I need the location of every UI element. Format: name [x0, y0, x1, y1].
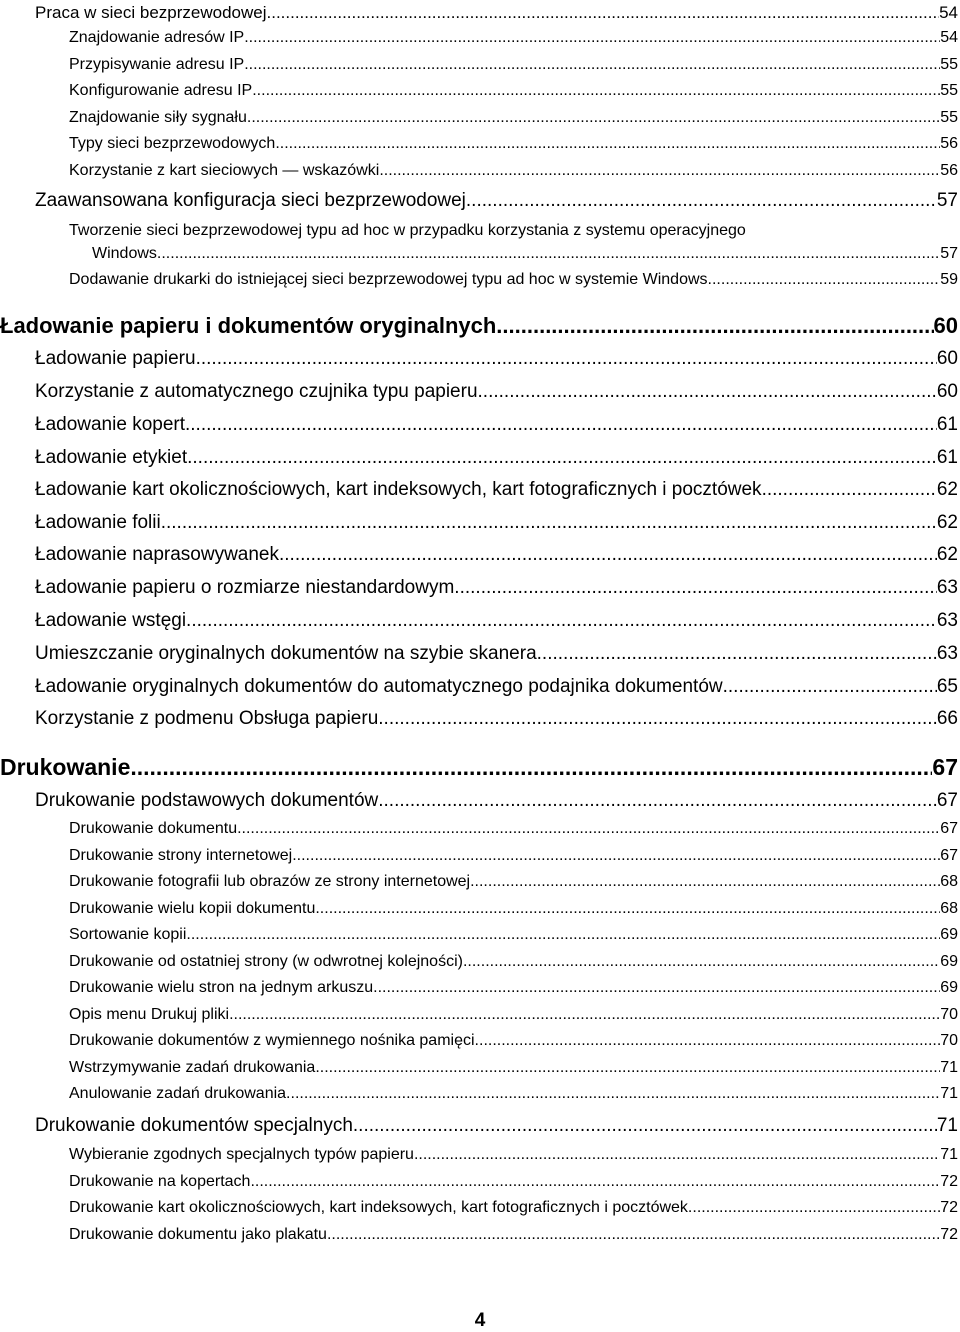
toc-entry-page: 71: [940, 1085, 958, 1102]
toc-entry-title: Drukowanie na kopertach: [69, 1173, 251, 1190]
toc-entry-title: Drukowanie strony internetowej: [69, 847, 293, 864]
toc-entry[interactable]: [35, 790, 958, 812]
toc-entry-title: Korzystanie z kart sieciowych — wskazówki: [69, 162, 380, 179]
toc-entry-page: 59: [940, 271, 958, 288]
toc-leader: [292, 847, 940, 865]
toc-entry-page: 72: [940, 1226, 958, 1243]
toc-leader: [267, 3, 940, 23]
toc-entry[interactable]: [69, 82, 958, 100]
toc-entry-title: Tworzenie sieci bezprzewodowej typu ad hoc w przypadku korzystania z systemu operacyjnego: [69, 222, 746, 239]
toc-entry[interactable]: [69, 135, 958, 153]
toc-leader: [470, 873, 940, 891]
toc-leader: [286, 1085, 940, 1103]
toc-entry-title: Ładowanie etykiet: [35, 447, 188, 468]
toc-entry[interactable]: [35, 3, 958, 23]
toc-entry[interactable]: [69, 271, 958, 289]
toc-entry[interactable]: [69, 162, 958, 180]
toc-leader: [378, 708, 937, 730]
toc-entry-title: Znajdowanie adresów IP: [69, 29, 245, 46]
toc-leader: [247, 109, 940, 127]
toc-entry-title: Drukowanie wielu kopii dokumentu: [69, 900, 316, 917]
toc-entry[interactable]: [69, 1032, 958, 1050]
toc-entry-title: Ładowanie papieru i dokumentów oryginalnych: [0, 313, 497, 338]
toc-leader: [708, 271, 941, 289]
toc-entry[interactable]: [69, 979, 958, 997]
toc-leader: [475, 1032, 941, 1050]
toc-leader: [186, 926, 940, 944]
toc-entry-page: 68: [940, 900, 958, 917]
toc-entry-page: 66: [936, 708, 958, 729]
toc-entry[interactable]: [35, 447, 958, 469]
toc-entry-title: Ładowanie kopert: [35, 414, 185, 435]
toc-entry-title: Drukowanie podstawowych dokumentów: [35, 790, 379, 811]
page-number: 4: [474, 1310, 486, 1331]
toc-entry-page: 62: [936, 544, 958, 565]
toc-entry-title: Drukowanie: [0, 754, 131, 780]
toc-entry-page: 71: [936, 1115, 958, 1136]
toc-entry-title: Sortowanie kopii: [69, 926, 187, 943]
toc-entry-page: 61: [936, 414, 958, 435]
toc-entry-title: Umieszczanie oryginalnych dokumentów na szybie skanera: [35, 643, 537, 664]
toc-leader: [237, 820, 940, 838]
toc-entry-title: Zaawansowana konfiguracja sieci bezprzewodowej: [35, 190, 466, 211]
toc-entry[interactable]: [35, 676, 958, 698]
toc-entry[interactable]: [69, 926, 958, 944]
toc-entry-page: 55: [940, 109, 958, 126]
toc-entry[interactable]: [69, 1085, 958, 1103]
toc-entry[interactable]: [35, 610, 958, 632]
toc-entry-title: Drukowanie wielu stron na jednym arkuszu: [69, 979, 374, 996]
toc-chapter[interactable]: [0, 313, 958, 339]
toc-entry[interactable]: [35, 381, 958, 403]
toc-entry-title: Ładowanie folii: [35, 512, 161, 533]
toc-entry-page: 62: [936, 512, 958, 533]
toc-leader: [157, 245, 940, 263]
toc-entry-title: Ładowanie oryginalnych dokumentów do automatycznego podajnika dokumentów: [35, 676, 723, 697]
toc-entry-page: 54: [940, 29, 958, 46]
toc-leader: [275, 135, 940, 153]
toc-entry-page: 56: [940, 162, 958, 179]
toc-entry-title: Typy sieci bezprzewodowych: [69, 135, 276, 152]
toc-entry[interactable]: [35, 479, 958, 501]
toc-entry-title: Ładowanie naprasowywanek: [35, 544, 279, 565]
toc-leader: [414, 1146, 940, 1164]
toc-entry-title: Drukowanie dokumentów z wymiennego nośnika pamięci: [69, 1032, 475, 1049]
toc-entry[interactable]: [69, 953, 958, 971]
toc-entry-page: 70: [940, 1032, 958, 1049]
toc-entry-page: 61: [936, 447, 958, 468]
toc-entry[interactable]: [69, 847, 958, 865]
toc-leader: [244, 56, 940, 74]
toc-entry-title: Opis menu Drukuj pliki: [69, 1006, 230, 1023]
toc-entry-title: Praca w sieci bezprzewodowej: [35, 3, 267, 22]
toc-entry-page: 67: [940, 820, 958, 837]
toc-leader: [373, 979, 940, 997]
toc-entry-page: 56: [940, 135, 958, 152]
toc-entry[interactable]: [35, 348, 958, 370]
toc-entry-title: Ładowanie kart okolicznościowych, kart indeksowych, kart fotograficznych i pocztówek: [35, 479, 762, 500]
toc-entry-page: 63: [936, 577, 958, 598]
toc-entry[interactable]: [35, 643, 958, 665]
toc-entry-page: 62: [936, 479, 958, 500]
toc-entry-title: Ładowanie papieru o rozmiarze niestandardowym: [35, 577, 455, 598]
toc-leader: [327, 1226, 940, 1244]
toc-entry-page: 70: [940, 1006, 958, 1023]
toc-leader: [279, 544, 937, 566]
toc-entry[interactable]: [69, 109, 958, 127]
toc-leader: [466, 190, 937, 212]
toc-entry-page: 67: [932, 754, 958, 780]
toc-entry[interactable]: [69, 1146, 958, 1164]
toc-entry[interactable]: [69, 29, 958, 47]
toc-entry[interactable]: [35, 414, 958, 436]
toc-chapter[interactable]: [0, 754, 958, 781]
toc-entry-title: Ładowanie wstęgi: [35, 610, 187, 631]
toc-entry-title: Drukowanie fotografii lub obrazów ze strony internetowej: [69, 873, 471, 890]
toc-leader: [723, 676, 937, 698]
toc-leader: [315, 900, 940, 918]
toc-entry-title: Drukowanie dokumentu jako plakatu: [69, 1226, 327, 1243]
toc-entry-page: 72: [940, 1173, 958, 1190]
toc-entry-page: 71: [940, 1146, 958, 1163]
toc-entry-title: Znajdowanie siły sygnału: [69, 109, 247, 126]
toc-entry-page: 69: [940, 979, 958, 996]
toc-leader: [454, 577, 937, 599]
toc-leader: [496, 313, 933, 339]
toc-entry-title: Wstrzymywanie zadań drukowania: [69, 1059, 316, 1076]
toc-leader: [229, 1006, 940, 1024]
toc-entry[interactable]: [35, 190, 958, 212]
toc-leader: [537, 643, 937, 665]
toc-entry[interactable]: [35, 1115, 958, 1137]
toc-entry-page: 55: [940, 56, 958, 73]
toc-leader: [185, 414, 937, 436]
toc-leader: [688, 1199, 940, 1217]
toc-entry[interactable]: [69, 56, 958, 74]
toc-entry-continuation[interactable]: [92, 245, 958, 263]
toc-entry-title: Drukowanie kart okolicznościowych, kart indeksowych, kart fotograficznych i pocztówek: [69, 1199, 688, 1216]
toc-leader: [353, 1115, 937, 1137]
toc-entry-title: Anulowanie zadań drukowania: [69, 1085, 287, 1102]
toc-leader: [762, 479, 937, 501]
toc-entry-page: 60: [933, 313, 958, 338]
toc-entry-page: 72: [940, 1199, 958, 1216]
toc-entry-title: Przypisywanie adresu IP: [69, 56, 245, 73]
toc-entry[interactable]: [35, 512, 958, 534]
toc-leader: [379, 162, 940, 180]
toc-entry[interactable]: [69, 1006, 958, 1024]
toc-leader: [252, 82, 940, 100]
toc-entry-title: Ładowanie papieru: [35, 348, 196, 369]
toc-entry[interactable]: [69, 1226, 958, 1244]
toc-leader: [250, 1173, 940, 1191]
toc-leader: [161, 512, 937, 534]
toc-leader: [378, 790, 937, 812]
toc-entry[interactable]: [69, 873, 958, 891]
toc-entry[interactable]: [35, 544, 958, 566]
toc-entry-page: 69: [940, 953, 958, 970]
toc-entry-page: 71: [940, 1059, 958, 1076]
toc-entry[interactable]: [69, 1059, 958, 1077]
toc-entry-title: Wybieranie zgodnych specjalnych typów papieru: [69, 1146, 414, 1163]
toc-entry-page: 60: [936, 381, 958, 402]
toc-entry-page: 65: [936, 676, 958, 697]
toc-entry-page: 54: [939, 3, 958, 22]
toc-leader: [244, 29, 940, 47]
toc-entry-title: Konfigurowanie adresu IP: [69, 82, 253, 99]
toc-leader: [478, 381, 937, 403]
toc-entry[interactable]: [35, 708, 958, 730]
toc-leader: [196, 348, 937, 370]
toc-entry-page: 63: [936, 643, 958, 664]
toc-entry-page: 67: [940, 847, 958, 864]
toc-entry-page: 60: [936, 348, 958, 369]
toc-entry-title: Drukowanie dokumentów specjalnych: [35, 1115, 353, 1136]
toc-entry-title-cont: Windows: [92, 245, 157, 262]
toc-entry[interactable]: [69, 222, 958, 240]
toc-entry[interactable]: [69, 900, 958, 918]
toc-entry-title: Drukowanie od ostatniej strony (w odwrotnej kolejności): [69, 953, 463, 970]
toc-entry-title: Korzystanie z automatycznego czujnika typu papieru: [35, 381, 478, 402]
toc-leader: [315, 1059, 940, 1077]
toc-entry[interactable]: [69, 1199, 958, 1217]
toc-entry-page: 63: [936, 610, 958, 631]
toc-entry-page: 57: [940, 245, 958, 262]
toc-entry[interactable]: [35, 577, 958, 599]
toc-entry-title: Drukowanie dokumentu: [69, 820, 238, 837]
toc-entry[interactable]: [69, 1173, 958, 1191]
toc-entry-page: 69: [940, 926, 958, 943]
toc-entry-page: 55: [940, 82, 958, 99]
toc-entry-page: 57: [936, 190, 958, 211]
toc-entry[interactable]: [69, 820, 958, 838]
toc-leader: [130, 754, 932, 781]
toc-entry-title: Korzystanie z podmenu Obsługa papieru: [35, 708, 379, 729]
toc-entry-page: 68: [940, 873, 958, 890]
toc-entry-title: Dodawanie drukarki do istniejącej sieci bezprzewodowej typu ad hoc w systemie Windows: [69, 271, 708, 288]
toc-leader: [463, 953, 940, 971]
toc-leader: [186, 610, 937, 632]
toc-leader: [187, 447, 937, 469]
toc-entry-page: 67: [936, 790, 958, 811]
